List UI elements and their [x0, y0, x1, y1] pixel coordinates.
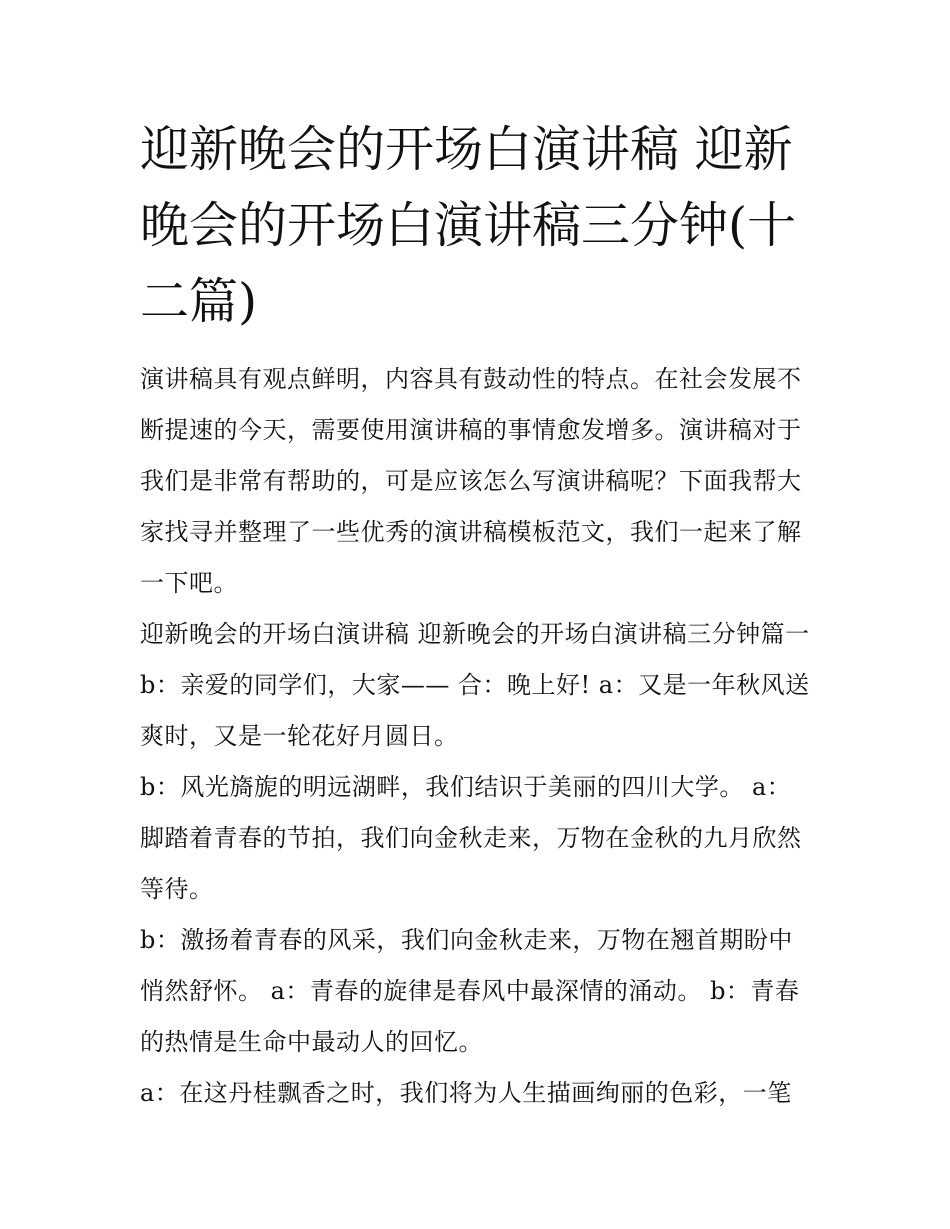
- paragraph-4: a：在这丹桂飘香之时，我们将为人生描画绚丽的色彩，一笔: [140, 1079, 792, 1107]
- document-title: 迎新晚会的开场白演讲稿 迎新晚会的开场白演讲稿三分钟(十二篇): [140, 121, 797, 330]
- paragraph-2: b：风光旖旎的明远湖畔，我们结识于美丽的四川大学。 a：脚踏着青春的节拍，我们向金秋走来，万物在金秋的九月欣然等待。: [140, 773, 802, 903]
- document-page: [140, 112, 812, 1119]
- paragraph-intro: 演讲稿具有观点鲜明，内容具有鼓动性的特点。在社会发展不断提速的今天，需要使用演讲稿的事情愈发增多。演讲稿对于我们是非常有帮助的，可是应该怎么写演讲稿呢？下面我帮大家找寻并整理了一些优秀的演讲稿模板范文，我们一起来了解一下吧。: [140, 365, 802, 597]
- paragraph-3: b：激扬着青春的风采，我们向金秋走来，万物在翘首期盼中悄然舒怀。 a：青春的旋律是春风中最深情的涌动。 b：青春的热情是生命中最动人的回忆。: [140, 926, 800, 1056]
- paragraph-1: 迎新晚会的开场白演讲稿 迎新晚会的开场白演讲稿三分钟篇一 b：亲爱的同学们，大家—— 合：晚上好! a：又是一年秋风送爽时，又是一轮花好月圆日。: [140, 620, 810, 750]
